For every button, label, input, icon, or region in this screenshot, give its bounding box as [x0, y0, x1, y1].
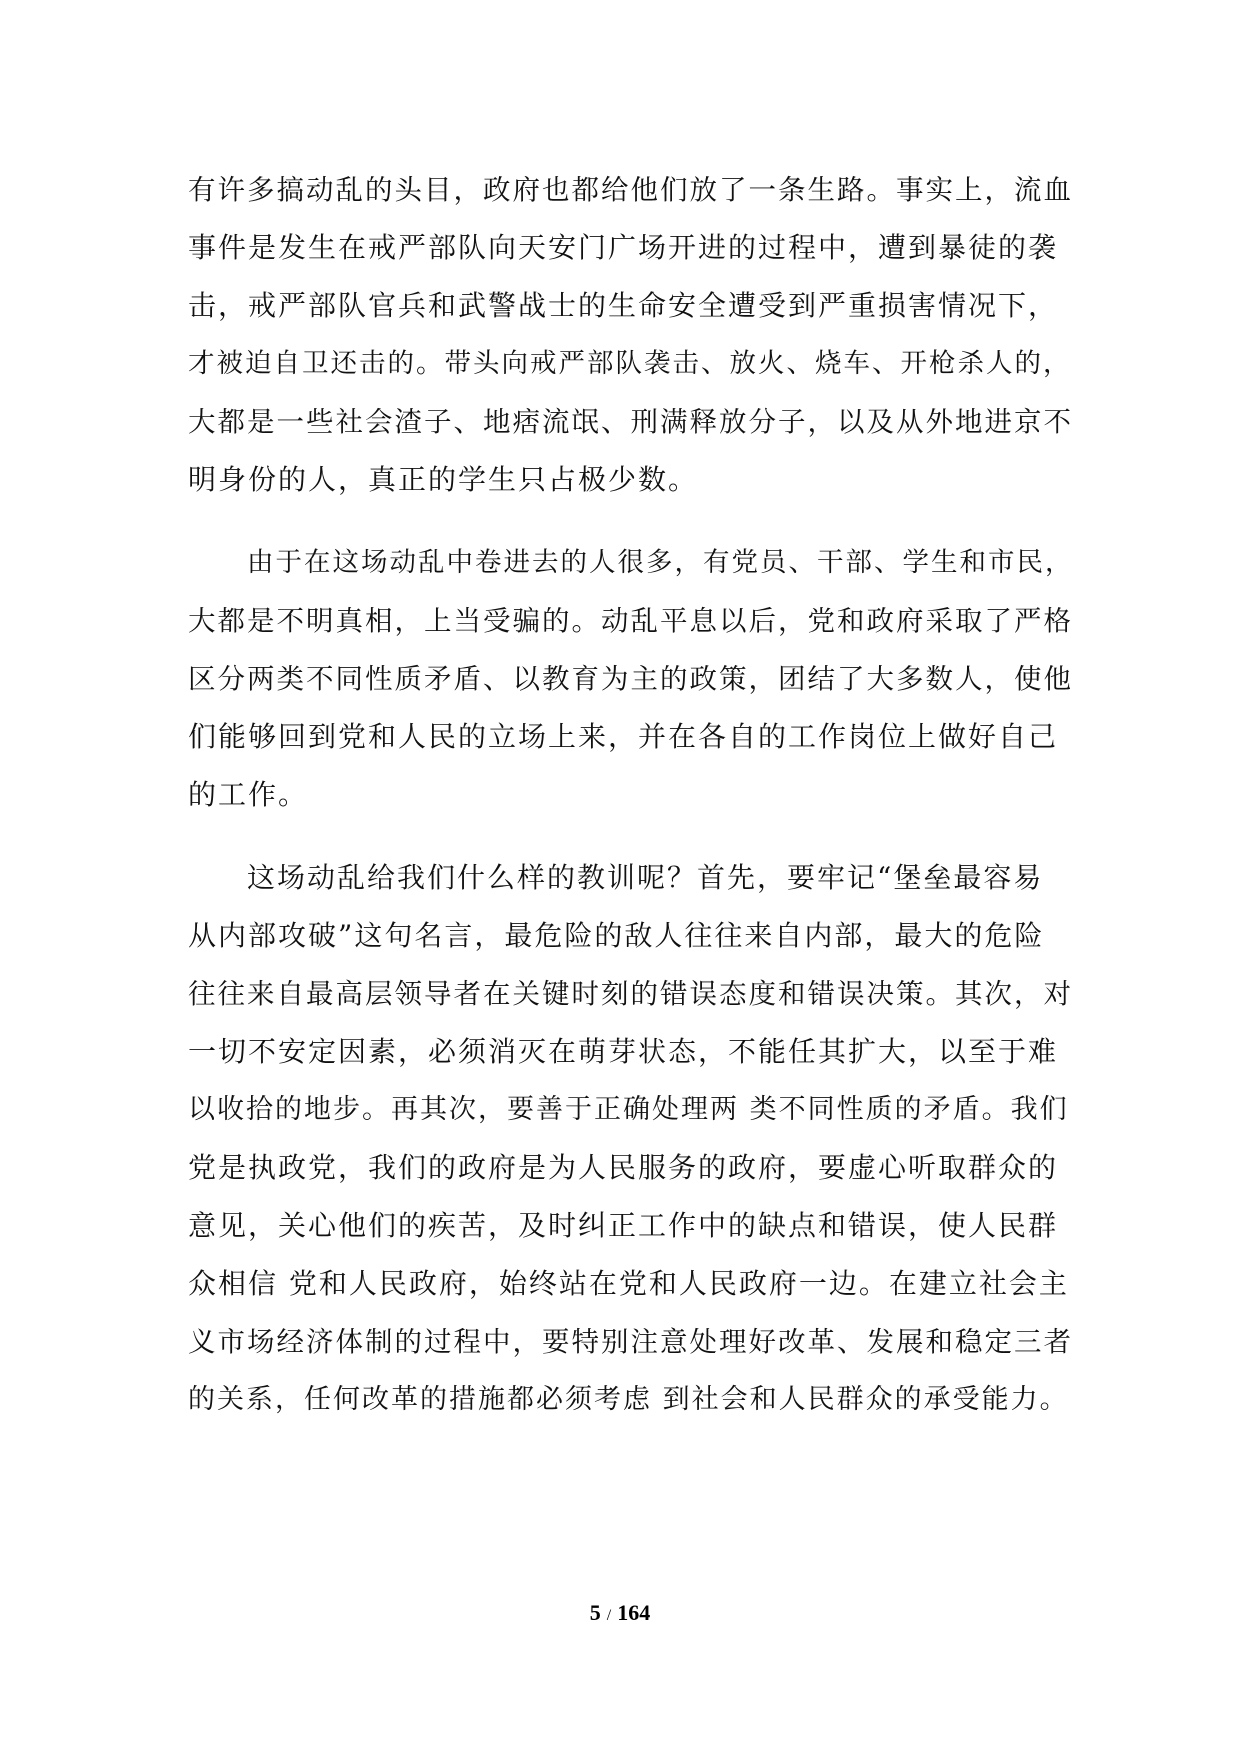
paragraph-1-line-2: 事件是发生在戒严部队向天安门广场开进的过程中，遭到暴徒的袭	[188, 231, 1059, 264]
paragraph-3-line-3: 往往来自最高层领导者在关键时刻的错误态度和错误决策。其次，对	[188, 978, 1073, 1010]
paragraph-3-line-6: 党是执政党，我们的政府是为人民服务的政府，要虚心听取群众的	[188, 1151, 1059, 1184]
paragraph-3-line-5: 以收拾的地步。再其次，要善于正确处理两 类不同性质的矛盾。我们	[188, 1094, 1069, 1125]
paragraph-1-line-1: 有许多搞动乱的头目，政府也都给他们放了一条生路。事实上，流血	[188, 174, 1073, 206]
current-page: 5	[589, 1600, 601, 1625]
paragraph-3-line-10: 的关系，任何改革的措施都必须考虑 到社会和人民群众的承受能力。	[188, 1384, 1069, 1415]
paragraph-3-line-2: 从内部攻破”这句名言，最危险的敌人往往来自内部，最大的危险	[188, 919, 1045, 952]
paragraph-3-line-9: 义市场经济体制的过程中，要特别注意处理好改革、发展和稳定三者	[188, 1326, 1073, 1358]
paragraph-2-line-4: 们能够回到党和人民的立场上来，并在各自的工作岗位上做好自己	[188, 720, 1059, 753]
paragraph-1-line-6: 明身份的人，真正的学生只占极少数。	[188, 463, 699, 496]
paragraph-3-line-8: 众相信 党和人民政府，始终站在党和人民政府一边。在建立社会主	[188, 1267, 1069, 1300]
total-pages: 164	[617, 1600, 651, 1625]
paragraph-2-line-1: 由于在这场动乱中卷进去的人很多，有党员、干部、学生和市民，	[247, 547, 1074, 578]
page-separator: /	[606, 1607, 612, 1624]
paragraph-1-line-4: 才被迫自卫还击的。带头向戒严部队袭击、放火、烧车、开枪杀人的，	[188, 348, 1072, 379]
paragraph-3-line-7: 意见，关心他们的疾苦，及时纠正工作中的缺点和错误，使人民群	[188, 1209, 1059, 1242]
paragraph-1-line-3: 击，戒严部队官兵和武警战士的生命安全遭受到严重损害情况下，	[188, 289, 1059, 322]
paragraph-2-line-3: 区分两类不同性质矛盾、以教育为主的政策，团结了大多数人，使他	[188, 663, 1073, 695]
paragraph-1-line-5: 大都是一些社会渣子、地痞流氓、刑满释放分子，以及从外地进京不	[188, 406, 1073, 438]
paragraph-2-line-2: 大都是不明真相，上当受骗的。动乱平息以后，党和政府采取了严格	[188, 605, 1073, 637]
paragraph-3-line-4: 一切不安定因素，必须消灭在萌芽状态，不能任其扩大，以至于难	[188, 1035, 1059, 1068]
paragraph-2-line-5: 的工作。	[188, 778, 309, 811]
paragraph-3-line-1: 这场动乱给我们什么样的教训呢？首先，要牢记“堡垒最容易	[247, 861, 1044, 894]
page-number	[0, 1600, 1240, 1626]
